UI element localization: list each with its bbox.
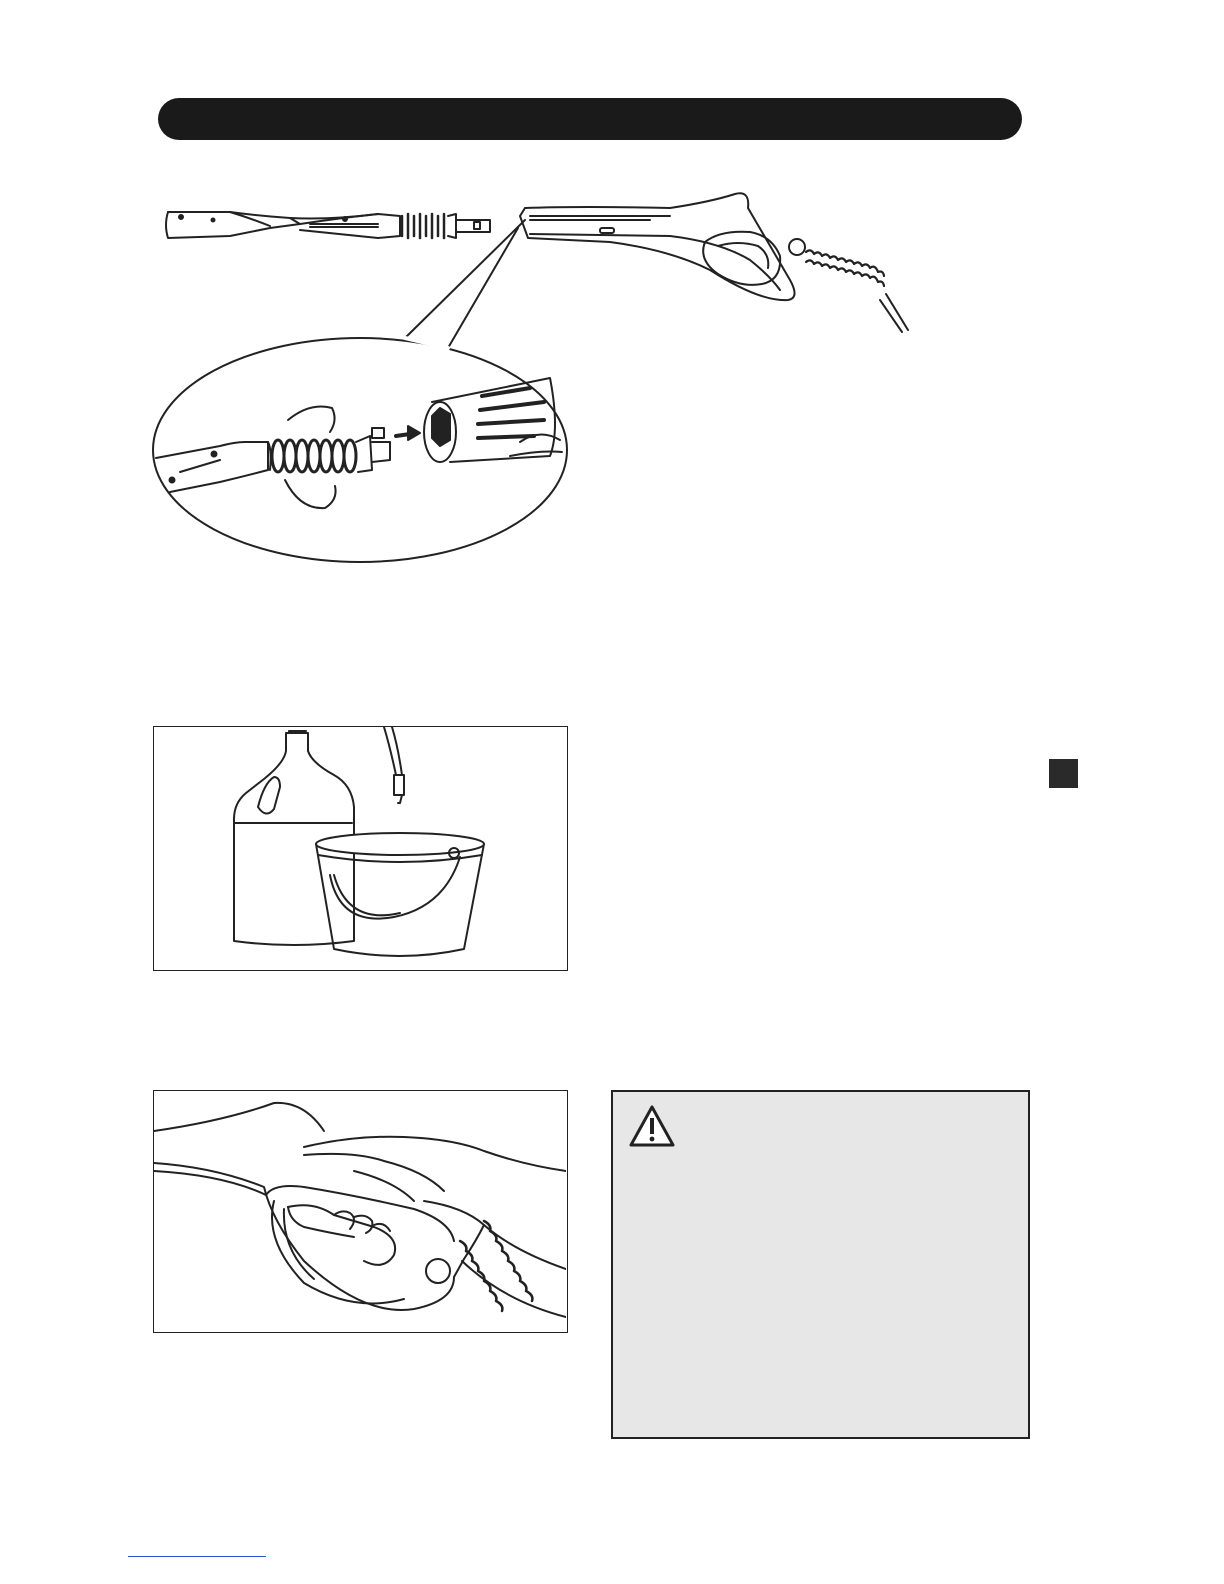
magnified-coupling-inset bbox=[153, 338, 567, 562]
chapter-tab-marker bbox=[1049, 759, 1078, 788]
warning-triangle-icon bbox=[628, 1104, 676, 1148]
detergent-jug-and-bucket-icon bbox=[154, 727, 566, 969]
trigger-grip-illustration-frame bbox=[153, 1090, 568, 1333]
spray-gun-assembly-illustration bbox=[150, 180, 930, 570]
spray-gun-drawing bbox=[520, 193, 908, 332]
footer-rule bbox=[128, 1556, 266, 1557]
hand-squeezing-trigger-icon bbox=[154, 1091, 566, 1331]
warning-box bbox=[611, 1090, 1030, 1439]
section-header-bar bbox=[158, 98, 1022, 140]
spray-wand-drawing bbox=[166, 212, 490, 238]
detergent-bucket-illustration-frame bbox=[153, 726, 568, 971]
